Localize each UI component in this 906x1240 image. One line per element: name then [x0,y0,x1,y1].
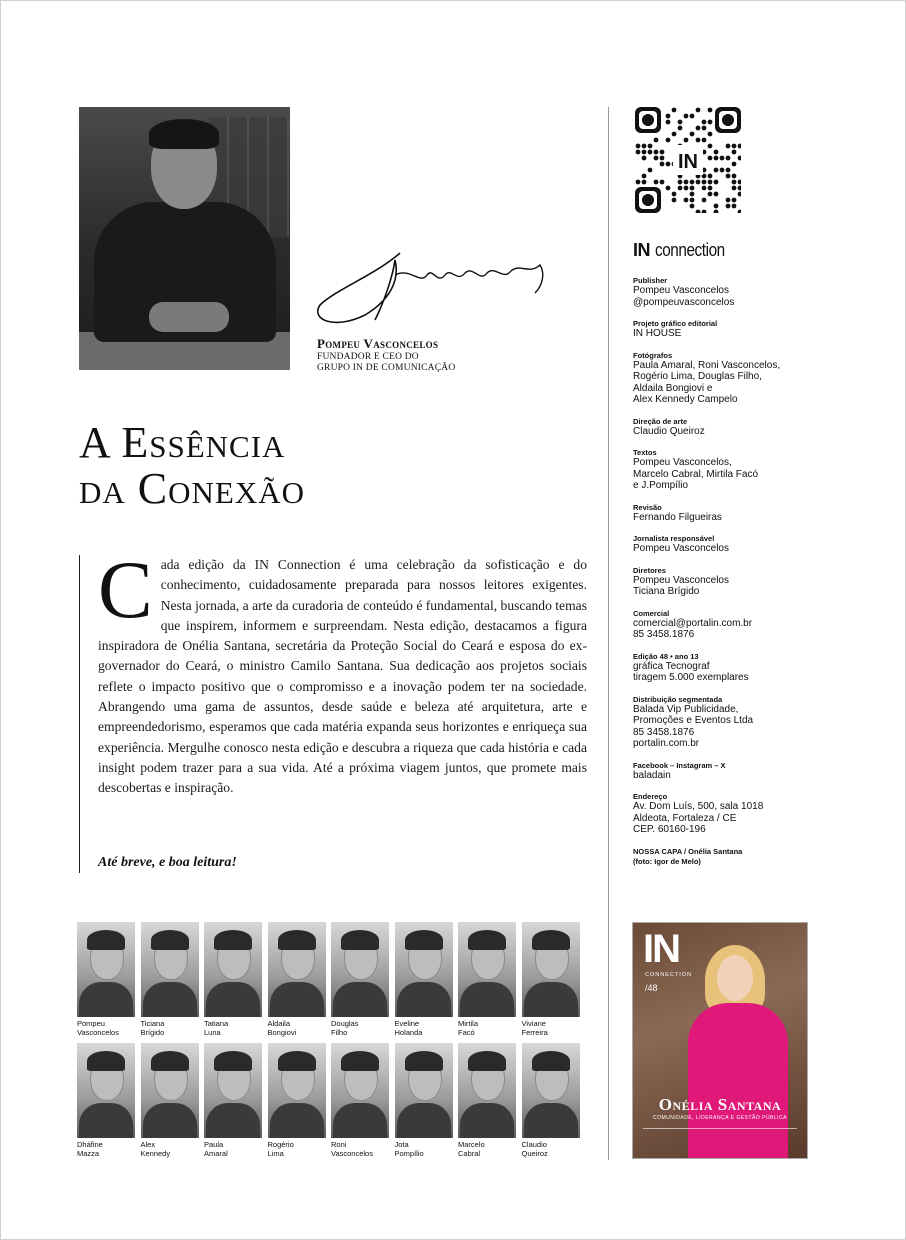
contributor-card [77,922,137,1037]
column-divider [608,107,609,1160]
signature-role-line-2: GRUPO IN DE COMUNICAÇÃO [317,362,456,373]
signature-name: Pompeu Vasconcelos [317,336,439,351]
qr-code-icon [635,107,741,213]
contributor-card [268,922,328,1037]
cover-logo-sub: CONNECTION [645,972,692,978]
credit-label: Edição 48 • ano 13 [633,651,699,661]
credit-value: Balada Vip Publicidade, Promoções e Eventos Ltda 85 3458.1876 portalin.com.br [633,703,754,749]
title-line-2: da Conexão [79,464,305,513]
contributor-card [331,1043,391,1158]
drop-cap: C [98,544,153,635]
credit-value: baladain [633,769,671,781]
credit-value: Pompeu Vasconcelos @pompeuvasconcelos [633,285,735,308]
contributor-photo [204,922,262,1017]
credit-entry [633,566,883,598]
credit-value: Pompeu Vasconcelos, Marcelo Cabral, Mirtila Facó e J.Pompílio [633,457,759,491]
credit-label: Publisher [633,276,668,285]
contributor-name: Rogério Lima [267,1140,294,1158]
credit-value: IN HOUSE [633,328,682,339]
brand-light: connection [654,240,725,260]
credit-entry [633,792,883,836]
contributor-card [458,1043,518,1158]
contributor-photo [268,1043,326,1138]
credit-entry [633,534,883,555]
contributor-photo [77,1043,135,1138]
credit-entry [633,351,883,406]
contributor-photo [141,922,199,1017]
signature-role-line-1: FUNDADOR E CEO DO [317,352,419,362]
contributor-name: Mirtila Facó [458,1019,478,1037]
page-title [79,420,305,512]
credit-entry [633,276,883,308]
contributor-name: Tatiana Luna [204,1019,229,1037]
credit-value: Pompeu Vasconcelos Ticiana Brígido [633,574,729,597]
cover-credit: NOSSA CAPA / Onélia Santana (foto: Igor de Melo) [633,846,743,866]
credit-entry [633,695,883,750]
contributor-card [141,1043,201,1158]
credit-entry [633,609,883,641]
credit-label: Jornalista responsável [633,534,715,543]
contributor-name: Dháfine Mazza [77,1140,103,1158]
credit-entry [633,761,883,782]
contributor-card [395,922,455,1037]
contributor-photo [395,922,453,1017]
article-signoff: Até breve, e boa leitura! [98,855,237,870]
contributor-name: Roni Vasconcelos [331,1140,373,1158]
credit-label: Diretores [633,565,666,575]
contributor-card [204,922,264,1037]
contributor-name: Pompeu Vasconcelos [77,1019,119,1037]
credit-value: comercial@portalin.com.br 85 3458.1876 [633,617,753,640]
contributor-name: Paula Amaral [204,1140,228,1158]
contributor-photo [331,1043,389,1138]
credit-label: Endereço [633,792,668,801]
contributor-name: Jota Pompílio [394,1140,424,1158]
contributor-card [331,922,391,1037]
credit-label: Fotógrafos [633,350,673,360]
credit-value: Fernando Filgueiras [633,511,722,523]
cover-logo: IN [643,927,679,971]
contributor-photo [458,1043,516,1138]
credit-label: Direção de arte [633,416,688,426]
handwritten-signature [315,245,555,335]
contributor-photo [522,1043,580,1138]
contributor-card [268,1043,328,1158]
credit-label: Comercial [633,608,670,618]
credit-entry [633,417,883,438]
contributor-name: Alex Kennedy [140,1140,171,1158]
contributor-name: Eveline Holanda [394,1019,423,1037]
credit-value: gráfica Tecnograf tiragem 5.000 exemplares [633,660,749,683]
editorial-article [79,544,587,873]
contributor-card [522,922,582,1037]
contributor-photo [204,1043,262,1138]
contributor-photo [141,1043,199,1138]
contributor-name: Claudio Queiroz [521,1140,548,1158]
credit-label: Distribuição segmentada [633,694,723,704]
credit-label: Projeto gráfico editorial [633,319,718,328]
credit-label: Facebook – Instagram – X [633,760,726,770]
credit-entry [633,448,883,492]
contributor-card [522,1043,582,1158]
contributor-photo [522,922,580,1017]
contributor-photo [268,922,326,1017]
contributor-photo [395,1043,453,1138]
credit-value: Claudio Queiroz [633,425,705,437]
contributor-card [458,922,518,1037]
credit-entry [633,503,883,524]
cover-title: Onélia Santana [658,1095,782,1114]
article-body: ada edição da IN Connection é uma celebração da sofisticação e do conhecimento, cuidadosamente preparada para nossos leitores exigentes. Nesta jornada, a arte da curadoria de conteúdo é fundamental, buscando temas que inspirem, informem e surpreendam. Nesta edição, destacamos a figura inspiradora de Onélia Santana, secretária da Proteção Social do Ceará e esposa do ex-governador do Ceará, o ministro Camilo Santana. Sua dedicação aos projetos sociais reflete o impacto positivo que o compromisso e a inovação podem ter na sociedade. Abrangendo uma gama de assuntos, desde saúde e beleza até arquitetura, arte e empreendedorismo, esperamos que cada matéria expanda seus horizontes e enriqueça sua experiência. Mergulhe conosco nesta edição e descubra a riqueza que cada história e cada insight podem trazer para a sua vida. Até a próxima viagem juntos, que promete mais descobertas e inspiração. [98,557,587,796]
contributor-name: Douglas Filho [331,1019,359,1037]
cover-tagline: COMUNIDADE, LIDERANÇA E GESTÃO PÚBLICA [652,1115,788,1121]
contributor-photo [77,922,135,1017]
contributor-card [141,922,201,1037]
publisher-portrait-photo [79,107,290,370]
masthead-brand [633,240,737,261]
masthead-credits [633,276,883,867]
contributor-card [77,1043,137,1158]
signature-role [317,352,455,373]
credit-entry [633,652,883,684]
credit-label: Textos [633,448,657,457]
credit-entry [633,319,883,340]
qr-center-logo: IN [678,151,698,173]
cover-issue-number: /48 [645,983,658,993]
credit-value: Pompeu Vasconcelos [633,543,729,554]
contributor-name: Aldaila Bongiovi [267,1019,297,1037]
contributor-name: Viviane Ferreira [521,1019,548,1037]
credit-value: Av. Dom Luís, 500, sala 1018 Aldeota, Fortaleza / CE CEP. 60160-196 [633,801,764,835]
contributor-card [204,1043,264,1158]
contributor-photo [331,922,389,1017]
brand-bold: IN [633,240,650,260]
credit-label: Revisão [633,502,662,512]
contributor-name: Marcelo Cabral [458,1140,485,1158]
contributor-name: Ticiana Brígido [140,1019,165,1037]
magazine-cover-image [632,922,808,1159]
credit-value: Paula Amaral, Roni Vasconcelos, Rogério Lima, Douglas Filho, Aldaila Bongiovi e Alex Kennedy Campelo [633,359,781,405]
contributor-card [395,1043,455,1158]
contributor-photo [458,922,516,1017]
title-line-1: A Essência [79,418,286,467]
